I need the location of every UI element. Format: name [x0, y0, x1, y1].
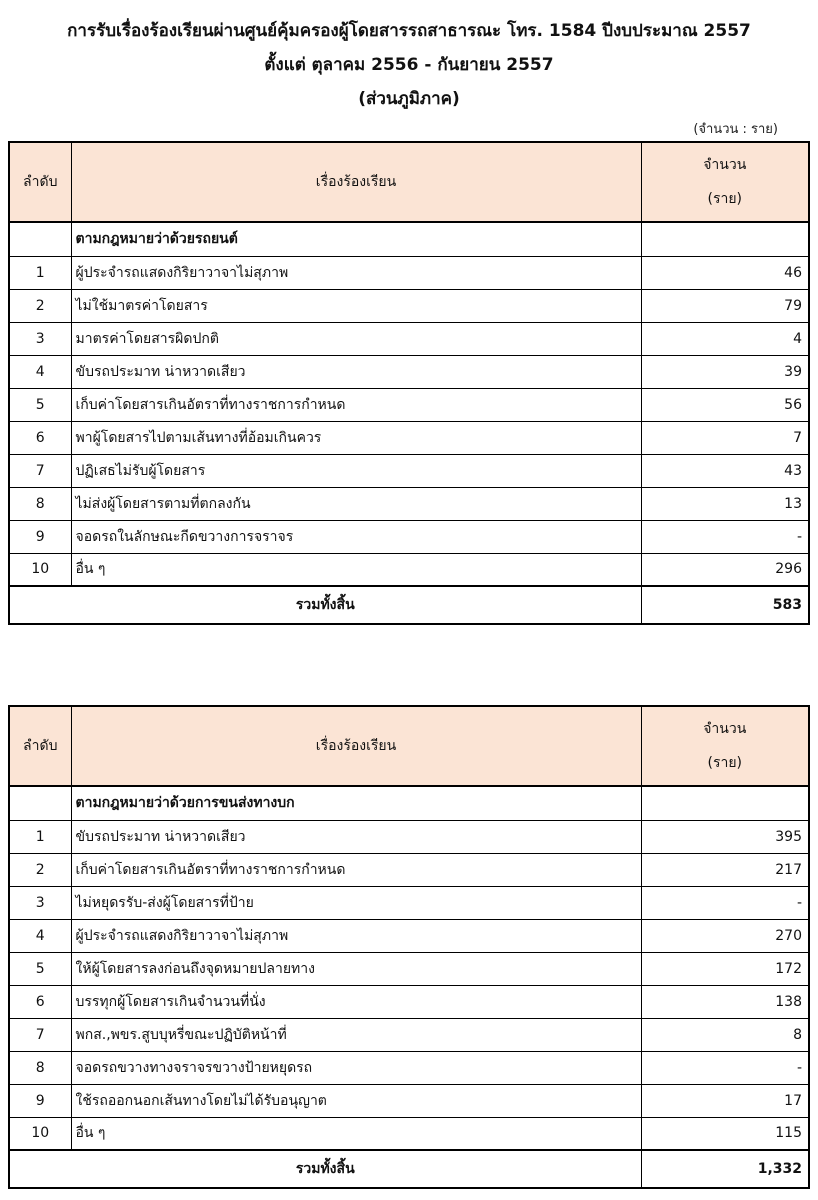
- row-count: 8: [641, 1018, 809, 1051]
- table-row: [9, 256, 809, 289]
- row-number: 7: [9, 1018, 71, 1051]
- total-label: รวมทั้งสิ้น: [9, 586, 641, 624]
- row-topic: อื่น ๆ: [71, 553, 641, 586]
- row-number: 8: [9, 1051, 71, 1084]
- row-topic: อื่น ๆ: [71, 1117, 641, 1150]
- complaints-table-vehicle-act: [8, 141, 810, 625]
- table-row: [9, 487, 809, 520]
- section-row: [9, 786, 809, 820]
- row-topic: มาตรค่าโดยสารผิดปกติ: [71, 322, 641, 355]
- table-row: [9, 820, 809, 853]
- table-row: [9, 1018, 809, 1051]
- column-header-amount: [641, 142, 809, 222]
- row-number: 2: [9, 853, 71, 886]
- unit-note: (จำนวน : ราย): [693, 122, 778, 137]
- table-header-row: [9, 706, 809, 786]
- row-number: 3: [9, 322, 71, 355]
- row-topic: ผู้ประจำรถแสดงกิริยาวาจาไม่สุภาพ: [71, 256, 641, 289]
- table-row: [9, 952, 809, 985]
- table-row: [9, 520, 809, 553]
- table-row: [9, 553, 809, 586]
- column-header-topic: เรื่องร้องเรียน: [71, 142, 641, 222]
- row-topic: ขับรถประมาท น่าหวาดเสียว: [71, 820, 641, 853]
- column-header-no: ลำดับ: [9, 706, 71, 786]
- row-count: 138: [641, 985, 809, 1018]
- table-row: [9, 985, 809, 1018]
- row-number: 4: [9, 355, 71, 388]
- row-number: 5: [9, 388, 71, 421]
- row-number: 1: [9, 256, 71, 289]
- row-topic: พกส.,พขร.สูบบุหรี่ขณะปฏิบัติหน้าที่: [71, 1018, 641, 1051]
- section-title: ตามกฎหมายว่าด้วยรถยนต์: [71, 222, 641, 256]
- section-cell-empty: [9, 222, 71, 256]
- row-count: 217: [641, 853, 809, 886]
- row-count: 39: [641, 355, 809, 388]
- row-topic: ขับรถประมาท น่าหวาดเสียว: [71, 355, 641, 388]
- row-count: 17: [641, 1084, 809, 1117]
- total-label: รวมทั้งสิ้น: [9, 1150, 641, 1188]
- table-row: [9, 454, 809, 487]
- row-topic: ปฏิเสธไม่รับผู้โดยสาร: [71, 454, 641, 487]
- row-count: 7: [641, 421, 809, 454]
- table-row: [9, 355, 809, 388]
- row-count: 13: [641, 487, 809, 520]
- row-number: 6: [9, 421, 71, 454]
- table-header-row: [9, 142, 809, 222]
- row-topic: ไม่ส่งผู้โดยสารตามที่ตกลงกัน: [71, 487, 641, 520]
- row-topic: ไม่หยุดรรับ-ส่งผู้โดยสารที่ป้าย: [71, 886, 641, 919]
- row-topic: จอดรถขวางทางจราจรขวางป้ายหยุดรถ: [71, 1051, 641, 1084]
- table-row: [9, 886, 809, 919]
- row-count: 172: [641, 952, 809, 985]
- complaints-table-land-transport-act: [8, 705, 810, 1189]
- row-count: 43: [641, 454, 809, 487]
- row-number: 8: [9, 487, 71, 520]
- row-count: 46: [641, 256, 809, 289]
- row-number: 3: [9, 886, 71, 919]
- row-number: 9: [9, 1084, 71, 1117]
- row-count: 296: [641, 553, 809, 586]
- row-topic: เก็บค่าโดยสารเกินอัตราที่ทางราชการกำหนด: [71, 388, 641, 421]
- section-title: ตามกฎหมายว่าด้วยการขนส่งทางบก: [71, 786, 641, 820]
- row-number: 4: [9, 919, 71, 952]
- row-topic: ใช้รถออกนอกเส้นทางโดยไม่ได้รับอนุญาต: [71, 1084, 641, 1117]
- report-period: ตั้งแต่ ตุลาคม 2556 - กันยายน 2557: [264, 55, 554, 75]
- total-value: 1,332: [641, 1150, 809, 1188]
- column-header-amount: [641, 706, 809, 786]
- column-header-amount-label: จำนวน: [703, 157, 747, 173]
- report-title: การรับเรื่องร้องเรียนผ่านศูนย์คุ้มครองผู้โดยสารรถสาธารณะ โทร. 1584 ปีงบประมาณ 2557: [67, 21, 751, 41]
- total-value: 583: [641, 586, 809, 624]
- row-number: 6: [9, 985, 71, 1018]
- column-header-amount-unit: (ราย): [707, 191, 742, 207]
- row-count: 56: [641, 388, 809, 421]
- table-row: [9, 1117, 809, 1150]
- row-count: 79: [641, 289, 809, 322]
- row-number: 1: [9, 820, 71, 853]
- table-row: [9, 421, 809, 454]
- row-count: -: [641, 1051, 809, 1084]
- row-count: 4: [641, 322, 809, 355]
- column-header-no: ลำดับ: [9, 142, 71, 222]
- row-count: 270: [641, 919, 809, 952]
- table-row: [9, 1084, 809, 1117]
- row-number: 2: [9, 289, 71, 322]
- row-number: 5: [9, 952, 71, 985]
- row-number: 9: [9, 520, 71, 553]
- report-region: (ส่วนภูมิภาค): [358, 89, 460, 109]
- column-header-amount-unit: (ราย): [707, 755, 742, 771]
- table-row: [9, 1051, 809, 1084]
- row-number: 10: [9, 553, 71, 586]
- total-row: [9, 1150, 809, 1188]
- row-number: 7: [9, 454, 71, 487]
- table-row: [9, 388, 809, 421]
- total-row: [9, 586, 809, 624]
- row-count: 115: [641, 1117, 809, 1150]
- table-row: [9, 853, 809, 886]
- row-count: -: [641, 520, 809, 553]
- section-cell-empty: [641, 222, 809, 256]
- row-topic: เก็บค่าโดยสารเกินอัตราที่ทางราชการกำหนด: [71, 853, 641, 886]
- section-row: [9, 222, 809, 256]
- column-header-topic: เรื่องร้องเรียน: [71, 706, 641, 786]
- section-cell-empty: [9, 786, 71, 820]
- row-count: 395: [641, 820, 809, 853]
- row-topic: บรรทุกผู้โดยสารเกินจำนวนที่นั่ง: [71, 985, 641, 1018]
- column-header-amount-label: จำนวน: [703, 721, 747, 737]
- row-count: -: [641, 886, 809, 919]
- table-row: [9, 919, 809, 952]
- row-topic: พาผู้โดยสารไปตามเส้นทางที่อ้อมเกินควร: [71, 421, 641, 454]
- row-number: 10: [9, 1117, 71, 1150]
- row-topic: ผู้ประจำรถแสดงกิริยาวาจาไม่สุภาพ: [71, 919, 641, 952]
- section-cell-empty: [641, 786, 809, 820]
- row-topic: จอดรถในลักษณะกีดขวางการจราจร: [71, 520, 641, 553]
- table-row: [9, 322, 809, 355]
- row-topic: ให้ผู้โดยสารลงก่อนถึงจุดหมายปลายทาง: [71, 952, 641, 985]
- row-topic: ไม่ใช้มาตรค่าโดยสาร: [71, 289, 641, 322]
- table-row: [9, 289, 809, 322]
